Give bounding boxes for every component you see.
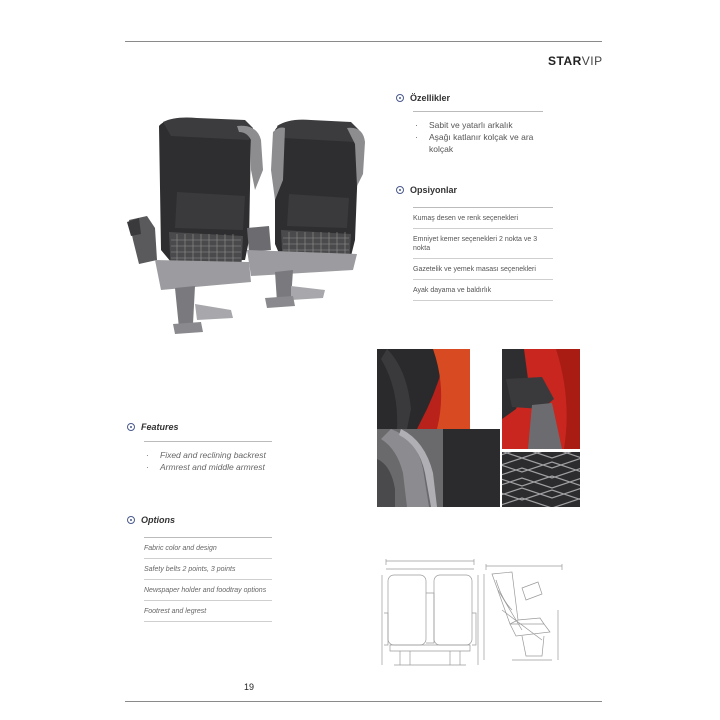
list-item: Ayak dayama ve baldırlık [413,280,553,301]
ozellikler-heading [396,93,450,103]
heading-rule [413,111,543,112]
technical-drawing-side [482,560,568,672]
section-bullet-icon [127,516,135,524]
options-title: Options [141,515,175,525]
detail-photo-armrest [502,349,580,449]
list-item: · Armrest and middle armrest [146,461,286,473]
detail-photo-grab-handle [377,429,500,507]
list-item: Newspaper holder and foodtray options [144,580,272,601]
opsiyonlar-title: Opsiyonlar [410,185,458,195]
list-item: Fabric color and design [144,538,272,559]
list-item: Footrest and legrest [144,601,272,622]
detail-photo-red-back [377,349,470,429]
list-item: Gazetelik ve yemek masası seçenekleri [413,259,553,280]
features-heading [127,422,179,432]
features-list [146,449,286,473]
seat-product-photo [125,110,365,340]
heading-rule [144,441,272,442]
features-title: Features [141,422,179,432]
brand-logo: STARVIP [548,54,603,68]
detail-photo-net [502,452,580,507]
technical-drawing-front [380,553,480,673]
list-item: · Fixed and reclining backrest [146,449,286,461]
list-item: · Aşağı katlanır kolçak ve ara kolçak [415,131,545,155]
ozellikler-list [415,119,545,155]
page-number: 19 [244,682,255,692]
section-bullet-icon [396,186,404,194]
section-bullet-icon [396,94,404,102]
opsiyonlar-list [413,208,553,301]
section-bullet-icon [127,423,135,431]
options-heading [127,515,175,525]
list-item: Emniyet kemer seçenekleri 2 nokta ve 3 nokta [413,229,553,259]
list-item: Safety belts 2 points, 3 points [144,559,272,580]
list-item: Kumaş desen ve renk seçenekleri [413,208,553,229]
ozellikler-title: Özellikler [410,93,451,103]
bottom-rule [125,701,602,702]
options-list [144,538,272,622]
opsiyonlar-heading [396,185,457,195]
top-rule [125,41,602,42]
list-item: · Sabit ve yatarlı arkalık [415,119,545,131]
